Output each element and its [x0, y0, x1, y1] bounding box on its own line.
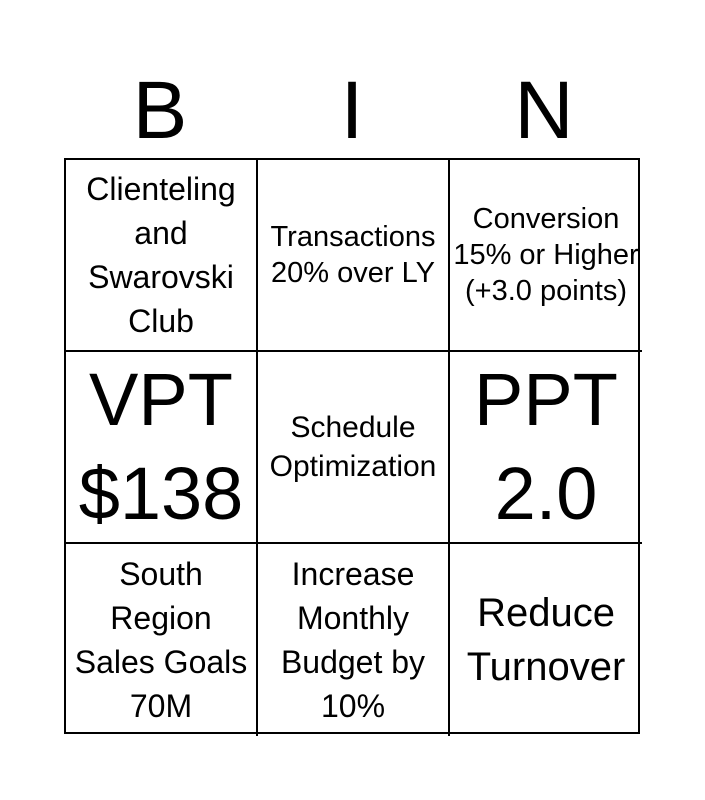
bingo-cell[interactable]: [450, 352, 642, 544]
bingo-cell[interactable]: [450, 160, 642, 352]
cell-text: VPT $138: [78, 358, 244, 535]
bingo-cell[interactable]: [66, 352, 258, 544]
cell-text: Conversion 15% or Higher (+3.0 points): [453, 203, 639, 307]
cell-text: South Region Sales Goals 70M: [74, 556, 248, 724]
header-letter-b: B: [132, 65, 188, 156]
bingo-cell[interactable]: [450, 544, 642, 736]
header-letter-n: N: [514, 65, 574, 156]
cell-text: PPT 2.0: [474, 358, 618, 535]
bingo-board: [64, 158, 640, 734]
cell-text: Transactions 20% over LY: [270, 221, 436, 289]
bingo-cell[interactable]: [258, 352, 450, 544]
cell-text: Reduce Turnover: [466, 591, 626, 689]
cell-text: Clienteling and Swarovski Club: [86, 171, 236, 339]
bingo-cell[interactable]: [258, 544, 450, 736]
header-letter-i: I: [340, 65, 364, 156]
bingo-cell[interactable]: [258, 160, 450, 352]
cell-text: Schedule Optimization: [269, 411, 437, 483]
cell-text: Increase Monthly Budget by 10%: [280, 556, 426, 724]
bingo-cell[interactable]: [66, 160, 258, 352]
bingo-cell[interactable]: [66, 544, 258, 736]
